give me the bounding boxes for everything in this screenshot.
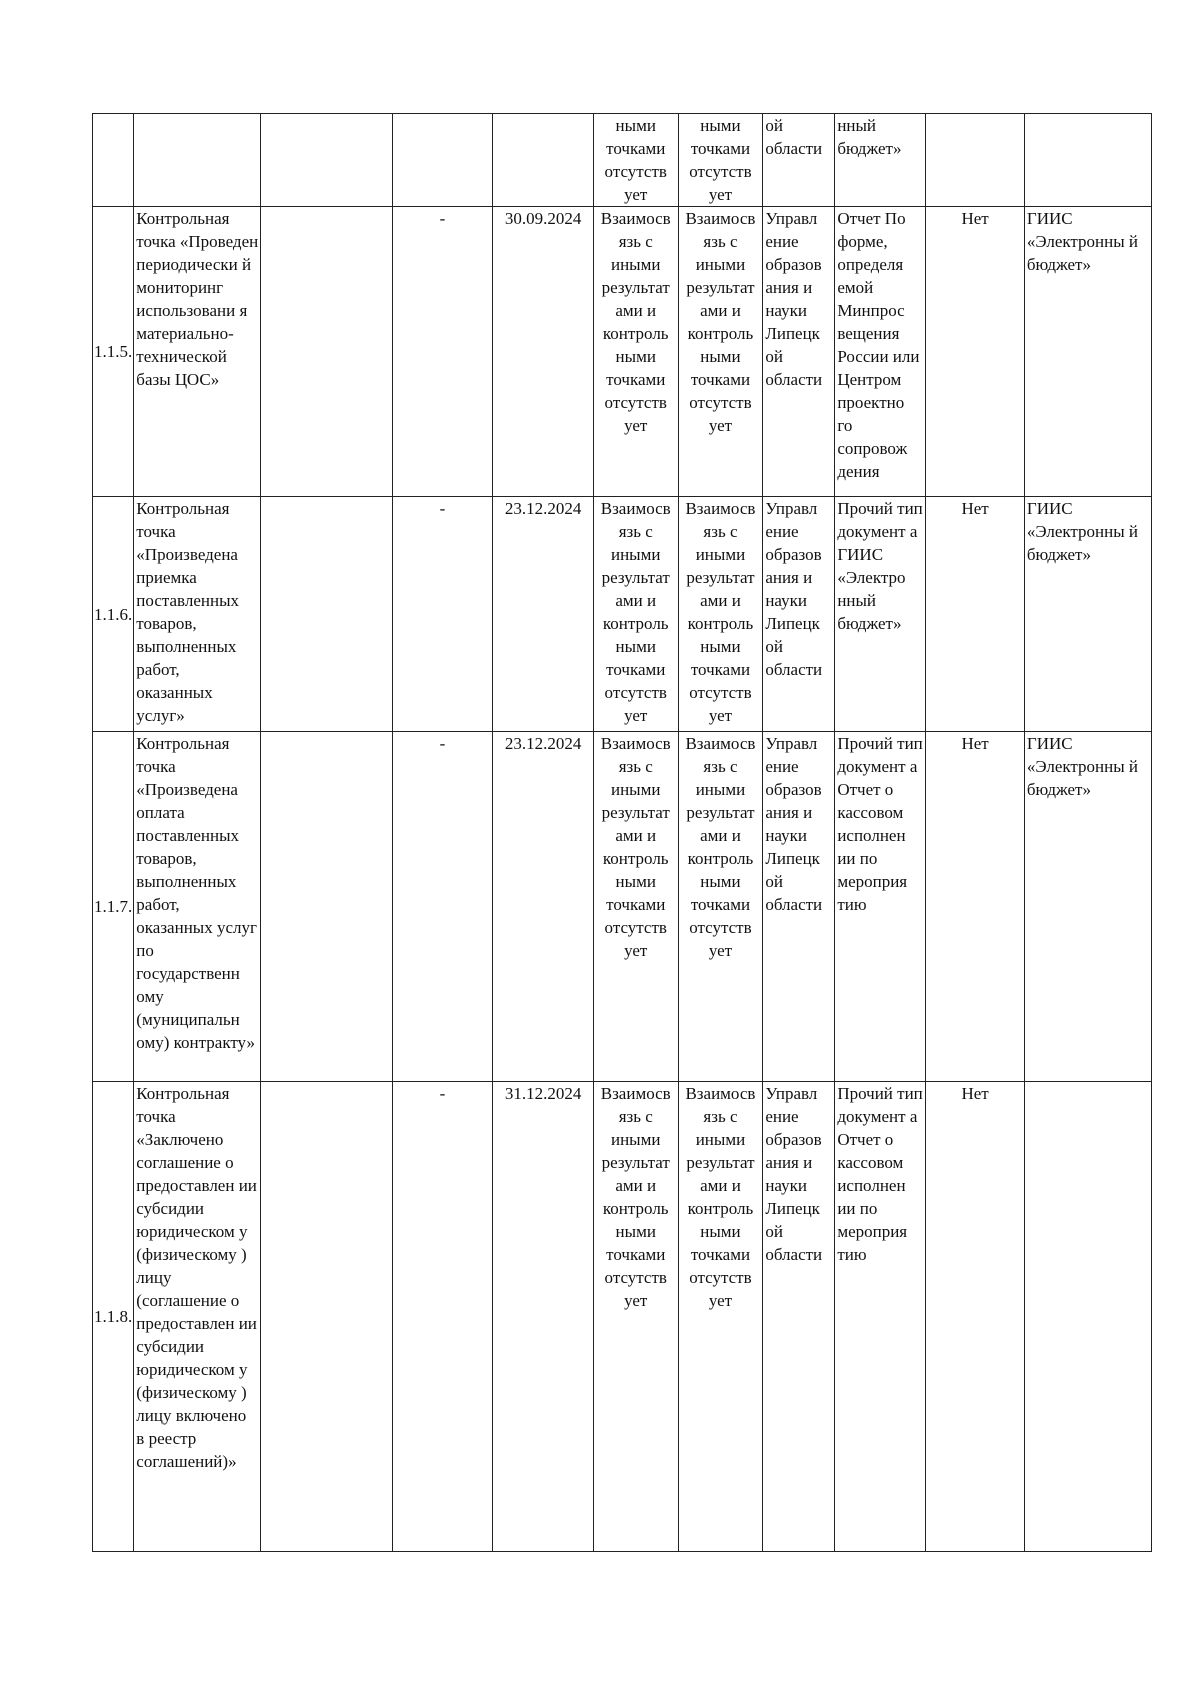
- link-results: ными точками отсутств ует: [593, 114, 678, 207]
- flag-value: Нет: [926, 497, 1024, 732]
- document-type: Прочий тип документ а Отчет о кассовом исполнен ии по мероприя тию: [835, 1082, 926, 1552]
- cell-col4: -: [392, 207, 493, 497]
- cell-col4: -: [392, 732, 493, 1082]
- table-row: [93, 114, 1152, 207]
- link-points: Взаимосв язь с иными результат ами и контроль ными точками отсутств ует: [678, 207, 763, 497]
- row-number: [93, 114, 134, 207]
- table-row: [93, 732, 1152, 1082]
- table-row: [93, 207, 1152, 497]
- flag-value: Нет: [926, 207, 1024, 497]
- table-row: [93, 497, 1152, 732]
- point-name: Контрольная точка «Произведена оплата поставленных товаров, выполненных работ, оказанных услуг по государственн ому (муниципальн ому) контракту»: [134, 732, 261, 1082]
- link-points: Взаимосв язь с иными результат ами и контроль ными точками отсутств ует: [678, 497, 763, 732]
- document-type: Прочий тип документ а ГИИС «Электро нный бюджет»: [835, 497, 926, 732]
- cell-col3: [261, 207, 392, 497]
- due-date: 23.12.2024: [493, 732, 594, 1082]
- link-results: Взаимосв язь с иными результат ами и контроль ными точками отсутств ует: [593, 497, 678, 732]
- point-name: Контрольная точка «Проведен периодически й мониторинг использовани я материально-технической базы ЦОС»: [134, 207, 261, 497]
- info-system: ГИИС «Электронны й бюджет»: [1024, 207, 1151, 497]
- link-results: Взаимосв язь с иными результат ами и контроль ными точками отсутств ует: [593, 1082, 678, 1552]
- due-date: 31.12.2024: [493, 1082, 594, 1552]
- link-points: Взаимосв язь с иными результат ами и контроль ными точками отсутств ует: [678, 732, 763, 1082]
- link-results: Взаимосв язь с иными результат ами и контроль ными точками отсутств ует: [593, 732, 678, 1082]
- flag-value: [926, 114, 1024, 207]
- point-name: Контрольная точка «Произведена приемка поставленных товаров, выполненных работ, оказанных услуг»: [134, 497, 261, 732]
- cell-col4: -: [392, 497, 493, 732]
- control-points-table: [92, 113, 1152, 1552]
- due-date: 30.09.2024: [493, 207, 594, 497]
- flag-value: Нет: [926, 1082, 1024, 1552]
- cell-col3: [261, 114, 392, 207]
- cell-col3: [261, 1082, 392, 1552]
- cell-col3: [261, 497, 392, 732]
- due-date: 23.12.2024: [493, 497, 594, 732]
- document-type: Прочий тип документ а Отчет о кассовом исполнен ии по мероприя тию: [835, 732, 926, 1082]
- responsible-org: Управл ение образов ания и науки Липецк ой области: [763, 732, 835, 1082]
- info-system: ГИИС «Электронны й бюджет»: [1024, 497, 1151, 732]
- document-type: Отчет По форме, определя емой Минпрос вещения России или Центром проектно го сопровож дения: [835, 207, 926, 497]
- flag-value: Нет: [926, 732, 1024, 1082]
- point-name: Контрольная точка «Заключено соглашение о предоставлен ии субсидии юридическом у (физическому ) лицу (соглашение о предоставлен ии субсидии юридическом у (физическому ) лицу включено в реестр соглашений)»: [134, 1082, 261, 1552]
- responsible-org: Управл ение образов ания и науки Липецк ой области: [763, 1082, 835, 1552]
- cell-col4: -: [392, 1082, 493, 1552]
- responsible-org: ой области: [763, 114, 835, 207]
- due-date: [493, 114, 594, 207]
- cell-col3: [261, 732, 392, 1082]
- responsible-org: Управл ение образов ания и науки Липецк ой области: [763, 207, 835, 497]
- link-points: ными точками отсутств ует: [678, 114, 763, 207]
- link-points: Взаимосв язь с иными результат ами и контроль ными точками отсутств ует: [678, 1082, 763, 1552]
- row-number: 1.1.7.: [93, 732, 134, 1082]
- info-system: [1024, 1082, 1151, 1552]
- document-type: нный бюджет»: [835, 114, 926, 207]
- row-number: 1.1.8.: [93, 1082, 134, 1552]
- point-name: [134, 114, 261, 207]
- table-row: [93, 1082, 1152, 1552]
- info-system: ГИИС «Электронны й бюджет»: [1024, 732, 1151, 1082]
- row-number: 1.1.6.: [93, 497, 134, 732]
- row-number: 1.1.5.: [93, 207, 134, 497]
- link-results: Взаимосв язь с иными результат ами и контроль ными точками отсутств ует: [593, 207, 678, 497]
- info-system: [1024, 114, 1151, 207]
- responsible-org: Управл ение образов ания и науки Липецк ой области: [763, 497, 835, 732]
- cell-col4: [392, 114, 493, 207]
